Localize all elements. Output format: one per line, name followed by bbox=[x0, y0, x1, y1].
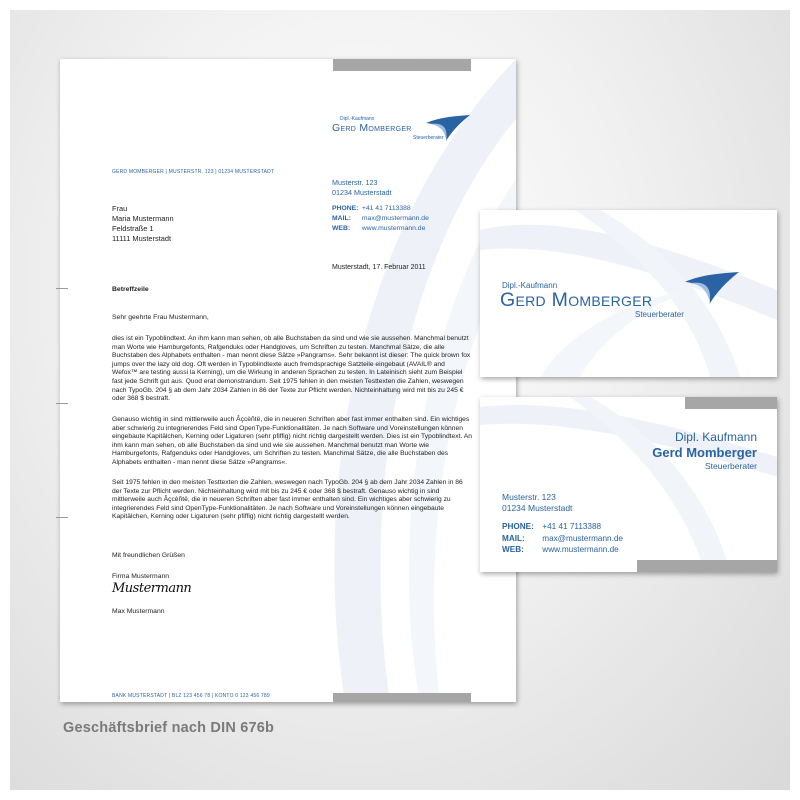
card-back-name: Gerd Momberger bbox=[652, 445, 757, 460]
logo-swoosh-icon bbox=[426, 115, 470, 141]
sender-address bbox=[332, 178, 392, 197]
web-link[interactable]: www.mustermann.de bbox=[361, 225, 426, 232]
logo-subtitle: Dipl.-Kaufmann bbox=[340, 116, 375, 122]
letter-top-tab bbox=[333, 59, 471, 71]
punch-mark bbox=[56, 403, 68, 404]
letter-bottom-tab bbox=[333, 693, 471, 702]
logo-role: Steuerberater bbox=[413, 135, 444, 141]
card-back-title: Dipl. Kaufmann bbox=[674, 430, 757, 444]
business-card-front bbox=[480, 210, 777, 377]
card-front-name: Gerd Momberger bbox=[500, 289, 653, 311]
company-name: Firma Mustermann bbox=[112, 573, 170, 580]
phone-value: +41 41 7113388 bbox=[361, 205, 411, 212]
card-front-subtitle: Dipl.-Kaufmann bbox=[502, 281, 558, 290]
contact-label: MAIL: bbox=[502, 533, 525, 543]
letter-footer: BANK MUSTERSTADT | BLZ 123 456 78 | KONTO 0 123 456 789 bbox=[112, 693, 270, 699]
recipient-line: Frau bbox=[112, 204, 128, 213]
recipient-line: Feldstraße 1 bbox=[112, 224, 154, 233]
card-front-role: Steuerberater bbox=[635, 310, 684, 319]
contact-label: PHONE: bbox=[502, 522, 534, 531]
body-paragraph: Genauso wichtig in sind mittlerweile auch Âçcèñtë, die in neueren Schriften aber fast immer enthalten sind. Ein wichtiges aber schwierig zu integrierendes Feld sind OpenType-Funktionalitäten. Je nach Software und Voreinstellungen können eingebaute Kapitälchen, Kerning oder Ligaturen (sehr pfiffig) nicht richtig dargestellt werden. Dies ist ein Typoblindtext. An ihm kann man sehen, ob alle Buchstaben da sind und wie sie aussehen. Manchmal benutzt man Worte wie Hamburgefonts, Rafgenduks oder Handgloves, um Schriften zu testen. Manchmal Sätze, die alle Buchstaben des Alphabets enthalten - man nennt diese Sätze »Pangrams«. bbox=[112, 416, 472, 466]
recipient-line: Maria Mustermann bbox=[112, 214, 174, 223]
body-paragraph: Seit 1975 fehlen in den meisten Testtexten die Zahlen, weswegen nach TypoGb. 204 § ab dem Jahr 2034 Zahlen in 86 der Texte zur Pflicht werden. Nichteinhaltung wird mit bis zu 245 € oder 368 $ bestraft. Genauso wichtig in sind mittlerweile auch Âçcèñtë, die in neueren Schriften aber fast immer enthalten sind. Ein wichtiges aber schwierig zu integrierendes Feld sind OpenType-Funktionalitäten. Je nach Software und Voreinstellungen können eingebaute Kapitälchen, Kerning oder Ligaturen (sehr pfiffig) nicht richtig dargestellt werden. bbox=[112, 479, 463, 521]
card-back-top-tab bbox=[685, 397, 777, 409]
fold-mark bbox=[56, 517, 68, 518]
logo-name: Gerd Momberger bbox=[332, 122, 412, 134]
sender-line: GERD MOMBERGER | MUSTERSTR. 123 | 01234 MUSTERSTADT bbox=[112, 169, 275, 175]
subject-line: Betreffzeile bbox=[112, 286, 149, 293]
mail-link[interactable]: max@mustermann.de bbox=[542, 533, 623, 543]
contact-label: WEB: bbox=[332, 225, 351, 232]
address-line: Musterstr. 123 bbox=[332, 178, 378, 187]
contact-block bbox=[332, 204, 429, 234]
signer-name: Max Mustermann bbox=[112, 608, 165, 615]
business-card-back bbox=[480, 397, 777, 572]
contact-label: MAIL: bbox=[332, 215, 351, 222]
mail-link[interactable]: max@mustermann.de bbox=[361, 215, 429, 222]
recipient-block bbox=[112, 204, 174, 244]
contact-label: WEB: bbox=[502, 545, 524, 554]
card-back-role: Steuerberater bbox=[705, 461, 757, 471]
card-back-contact bbox=[502, 521, 623, 556]
body-paragraph: dies ist ein Typoblindtext. An ihm kann man sehen, ob alle Buchstaben da sind und wie sie aussehen. Manchmal benutzt man Worte wie Hamburgefonts, Rafgenduks oder Handgloves, um Schriften zu testen. Manchmal Sätze, die alle Buchstaben des Alphabets enthalten - man nennt diese Sätze »Pangrams«. Sehr bekannt ist dieser: The quick brown fox jumps over the lazy old dog. Oft werden in Typoblindtexte auch fremdsprachige Satzteile eingebaut (AVAIL® and Wefox™ are testing aussi la Kerning), um die Wirkung in anderen Sprachen zu testen. In Lateinisch sieht zum Beispiel fast jede Schrift gut aus. Quod erat demonstrandum. Seit 1975 fehlen in den meisten Testtexten die Zahlen, weswegen nach TypoGb. 204 § ab dem Jahr 2034 Zahlen in 86 der Texte zur Pflicht werden. Nichteinhaltung wird mit bis zu 245 € oder 368 $ bestraft. bbox=[112, 335, 471, 403]
web-link[interactable]: www.mustermann.de bbox=[542, 545, 619, 554]
letter-date: Musterstadt, 17. Februar 2011 bbox=[332, 264, 426, 271]
phone-value: +41 41 7113388 bbox=[542, 522, 602, 531]
fold-mark bbox=[56, 288, 68, 289]
address-line: 01234 Musterstadt bbox=[502, 503, 573, 513]
address-line: 01234 Musterstadt bbox=[332, 187, 392, 197]
address-line: Musterstr. 123 bbox=[502, 492, 556, 502]
signature: Mustermann bbox=[112, 581, 192, 596]
card-back-address bbox=[502, 492, 572, 514]
card-back-bottom-tab bbox=[637, 560, 777, 572]
closing: Mit freundlichen Grüßen bbox=[112, 552, 185, 559]
letter-sheet bbox=[60, 59, 516, 702]
caption: Geschäftsbrief nach DIN 676b bbox=[63, 720, 275, 736]
contact-label: PHONE: bbox=[332, 205, 359, 212]
greeting: Sehr geehrte Frau Mustermann, bbox=[112, 314, 209, 321]
card-front-logo-swoosh-icon bbox=[685, 270, 739, 306]
recipient-line: 11111 Musterstadt bbox=[112, 234, 172, 243]
